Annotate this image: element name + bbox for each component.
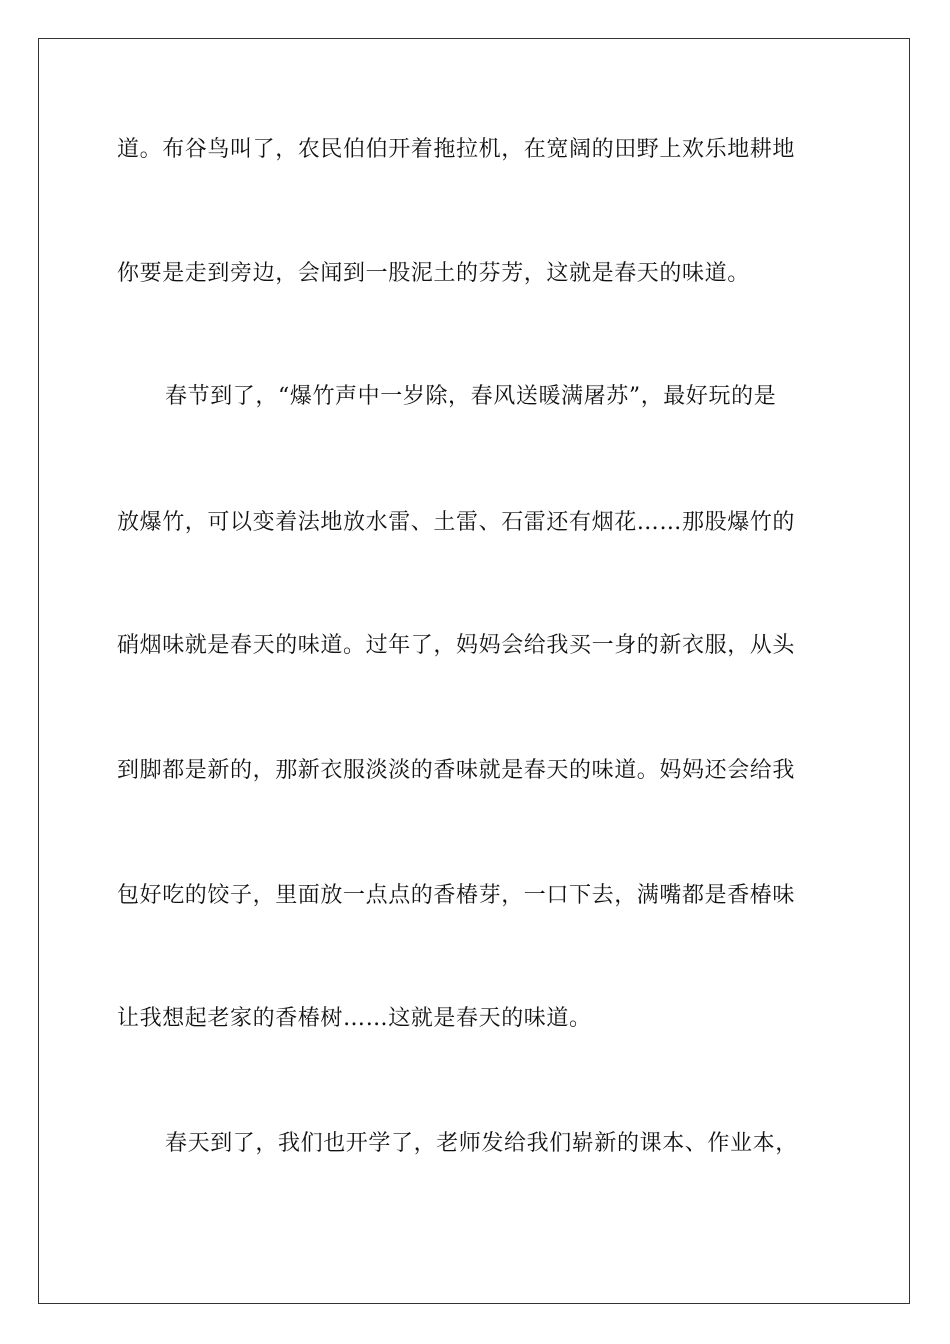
paragraph-start-line-9: 春天到了，我们也开学了，老师发给我们崭新的课本、作业本， (165, 1131, 798, 1156)
text-line-8: 让我想起老家的香椿树……这就是春天的味道。 (117, 1006, 592, 1031)
text-line-4: 放爆竹，可以变着法地放水雷、土雷、石雷还有烟花……那股爆竹的 (117, 510, 796, 535)
paragraph-start-line-3: 春节到了，“爆竹声中一岁除，春风送暖满屠苏”，最好玩的是 (165, 384, 777, 409)
text-line-5: 硝烟味就是春天的味道。过年了，妈妈会给我买一身的新衣服，从头 (117, 633, 796, 658)
text-line-2: 你要是走到旁边，会闻到一股泥土的芬芳，这就是春天的味道。 (117, 261, 750, 286)
text-line-7: 包好吃的饺子，里面放一点点的香椿芽，一口下去，满嘴都是香椿味 (117, 883, 796, 908)
text-line-1: 道。布谷鸟叫了，农民伯伯开着拖拉机，在宽阔的田野上欢乐地耕地 (117, 137, 796, 162)
page-border (38, 38, 910, 1304)
text-line-6: 到脚都是新的，那新衣服淡淡的香味就是春天的味道。妈妈还会给我 (117, 758, 796, 783)
